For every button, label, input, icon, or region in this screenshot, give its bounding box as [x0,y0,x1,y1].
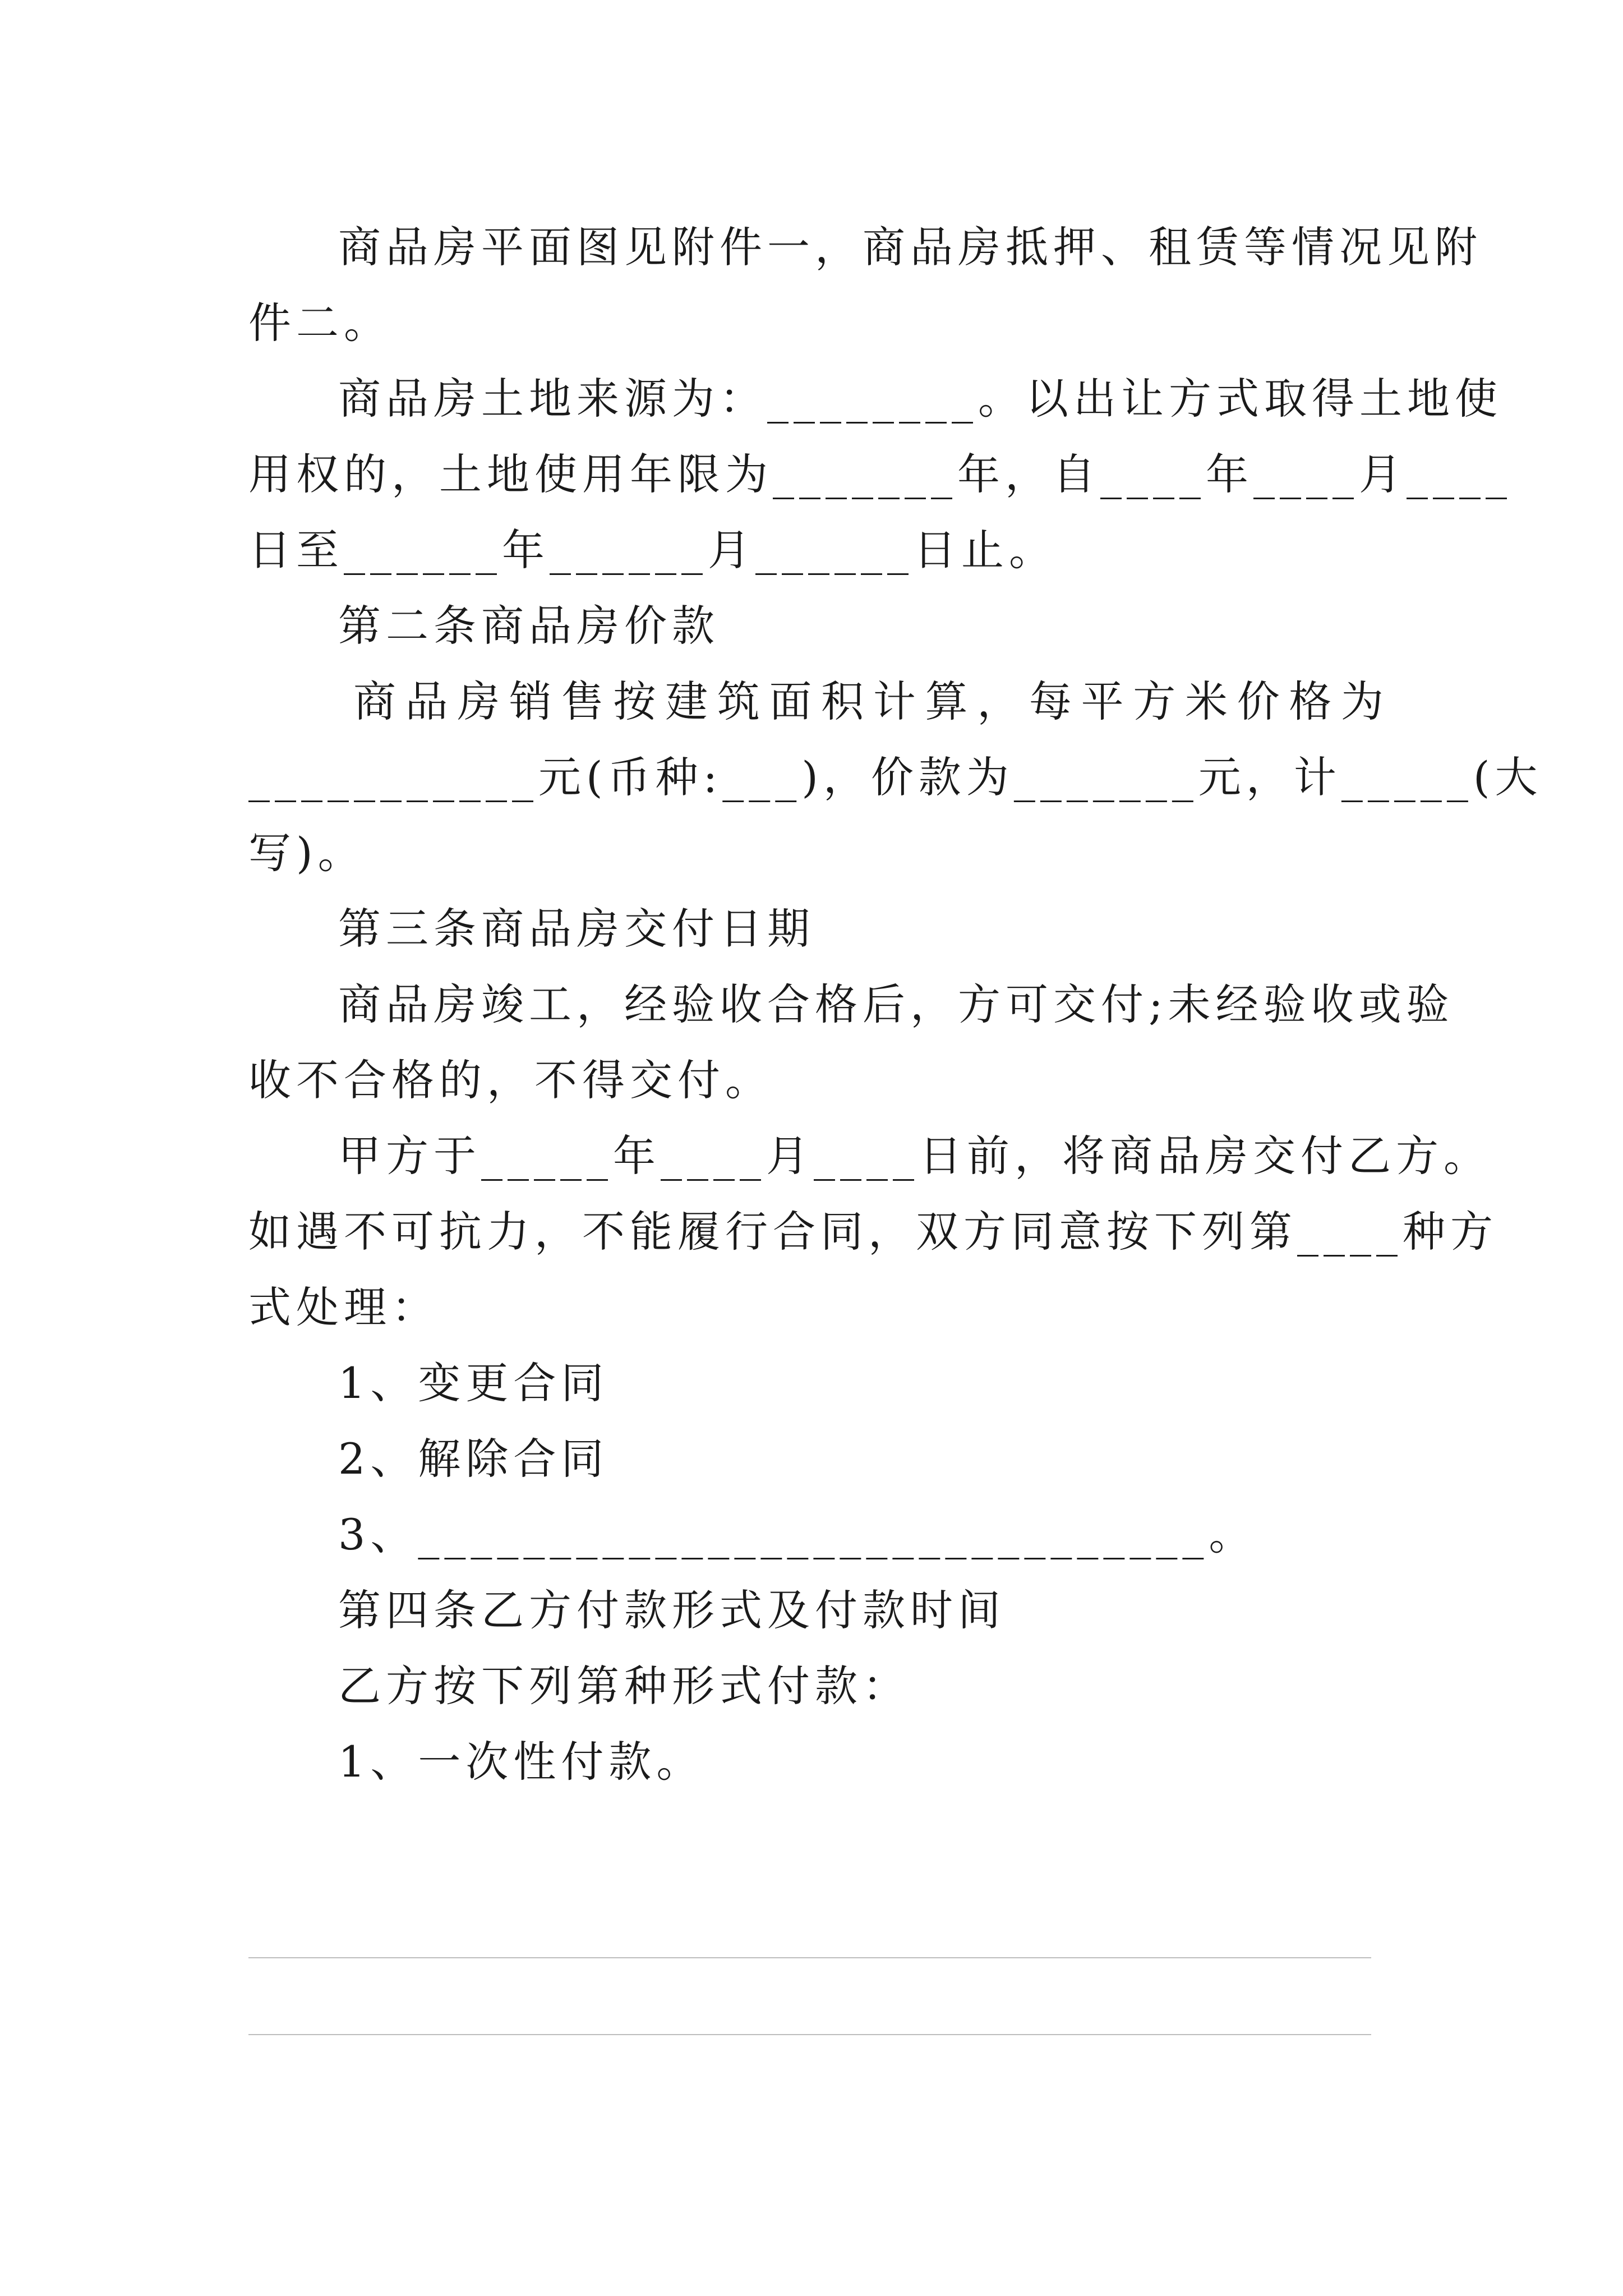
paragraph-line: 式处理： [248,1282,439,1332]
divider-line [248,1957,1371,1958]
section-heading: 第二条商品房价款 [338,601,720,651]
paragraph-line: 日至______年______月______日止。 [248,525,1057,575]
paragraph-line: 商品房平面图见附件一，商品房抵押、租赁等情况见附 [338,222,1482,272]
paragraph-line: 写)。 [248,828,366,878]
paragraph-line: 商品房土地来源为：________。以出让方式取得土地使 [338,374,1502,424]
paragraph-line: 商品房销售按建筑面积计算，每平方米价格为 [353,677,1389,726]
divider-line [248,2034,1371,2035]
list-item: 1、变更合同 [338,1358,609,1408]
paragraph-line: 用权的，土地使用年限为_______年，自____年____月____ [248,449,1512,499]
section-heading: 第四条乙方付款形式及付款时间 [338,1585,1006,1635]
list-item: 3、______________________________。 [338,1510,1257,1559]
paragraph-line: ___________元(币种:___)，价款为_______元，计_____(大 [248,752,1543,802]
paragraph-line: 如遇不可抗力，不能履行合同，双方同意按下列第____种方 [248,1207,1498,1257]
paragraph-line: 商品房竣工，经验收合格后，方可交付;未经验收或验 [338,979,1454,1029]
paragraph-line: 甲方于_____年____月____日前，将商品房交付乙方。 [338,1131,1491,1181]
paragraph-line: 收不合格的，不得交付。 [248,1055,773,1105]
section-heading: 第三条商品房交付日期 [338,904,815,954]
paragraph-line: 乙方按下列第种形式付款： [338,1661,910,1711]
list-item: 1、一次性付款。 [338,1737,704,1787]
list-item: 2、解除合同 [338,1434,609,1484]
paragraph-line: 件二。 [248,298,391,348]
